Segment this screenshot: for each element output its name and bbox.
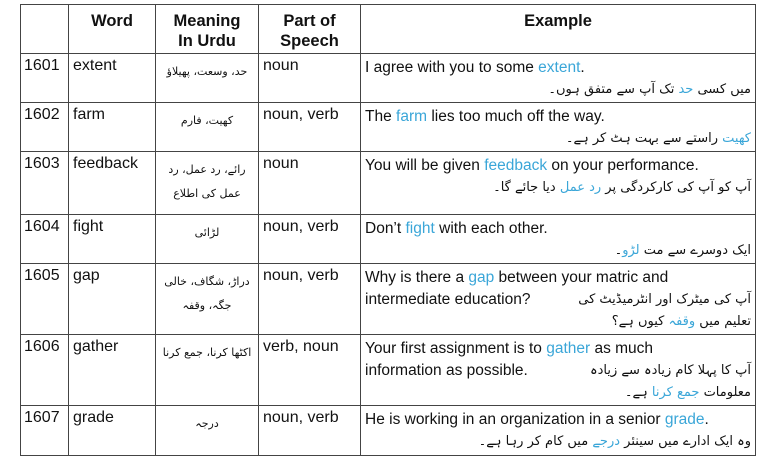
example-line — [365, 430, 751, 452]
text-segment: as much — [590, 339, 654, 357]
highlighted-word: وقفہ — [668, 313, 696, 329]
word: fight — [69, 215, 156, 264]
example-line — [365, 176, 751, 198]
part-of-speech: noun, verb — [259, 264, 361, 335]
text-segment: ہے۔ — [624, 384, 652, 400]
table-row — [21, 406, 756, 456]
vocabulary-table — [20, 4, 756, 456]
highlighted-word: grade — [664, 410, 705, 428]
english-text — [365, 156, 699, 175]
example-line — [365, 337, 751, 359]
urdu-text — [493, 178, 751, 197]
urdu-meaning: دراڑ، شگاف، خالی جگہ، وقفہ — [156, 264, 259, 335]
urdu-text — [566, 129, 751, 148]
part-of-speech: noun, verb — [259, 103, 361, 152]
word: gap — [69, 264, 156, 335]
text-segment: آپ کا پہلا کام زیادہ سے زیادہ — [589, 362, 751, 378]
part-of-speech: noun — [259, 54, 361, 103]
highlighted-word: gather — [546, 339, 591, 357]
example-line — [365, 310, 751, 332]
highlighted-word: رد عمل — [559, 179, 602, 195]
part-of-speech: verb, noun — [259, 335, 361, 406]
english-text — [365, 219, 548, 238]
urdu-text — [612, 312, 751, 331]
highlighted-word: درجے — [592, 433, 621, 449]
entry-number: 1601 — [21, 54, 69, 103]
text-segment: intermediate education? — [365, 290, 531, 308]
example-line — [365, 359, 751, 381]
header-row — [21, 5, 756, 54]
example-line — [365, 105, 751, 127]
text-segment: on your performance. — [547, 156, 699, 174]
example — [361, 406, 756, 456]
example — [361, 152, 756, 215]
example-line — [365, 381, 751, 403]
text-segment: . — [704, 410, 709, 428]
english-text — [365, 268, 668, 287]
table-row — [21, 264, 756, 335]
english-text — [365, 410, 709, 429]
table-row — [21, 335, 756, 406]
text-segment: Don’t — [365, 219, 406, 237]
highlighted-word: fight — [405, 219, 435, 237]
highlighted-word: farm — [396, 107, 428, 125]
word: gather — [69, 335, 156, 406]
text-segment: Why is there a — [365, 268, 469, 286]
english-text — [365, 361, 528, 380]
header-meaning-label: Meaning In Urdu — [173, 12, 241, 50]
word: farm — [69, 103, 156, 152]
example-line — [365, 288, 751, 310]
urdu-text — [590, 361, 751, 380]
table-row — [21, 54, 756, 103]
english-text — [365, 290, 530, 309]
text-segment: آپ کو آپ کی کارکردگی پر — [601, 179, 751, 195]
highlighted-word: جمع کرنا — [651, 384, 700, 400]
text-segment: The — [365, 107, 397, 125]
example — [361, 264, 756, 335]
urdu-text — [578, 290, 751, 309]
english-text — [365, 107, 605, 126]
entry-number: 1606 — [21, 335, 69, 406]
example-line — [365, 217, 751, 239]
entry-number: 1605 — [21, 264, 69, 335]
example — [361, 335, 756, 406]
urdu-text — [625, 383, 751, 402]
header-number — [21, 5, 69, 54]
highlighted-word: کھیت — [722, 130, 751, 146]
urdu-meaning: کھیت، فارم — [156, 103, 259, 152]
table-row — [21, 215, 756, 264]
example-line — [365, 408, 751, 430]
example — [361, 215, 756, 264]
part-of-speech: noun, verb — [259, 406, 361, 456]
text-segment: information as possible. — [365, 361, 528, 379]
urdu-text — [548, 80, 751, 99]
text-segment: وہ ایک ادارے میں سینئر — [620, 433, 751, 449]
example-line — [365, 154, 751, 176]
urdu-text — [615, 241, 751, 260]
urdu-meaning: درجہ — [156, 406, 259, 456]
text-segment: تک آپ سے متفق ہوں۔ — [548, 81, 679, 97]
text-segment: راستے سے بہت ہٹ کر ہے۔ — [565, 130, 723, 146]
text-segment: I agree with you to some — [365, 58, 539, 76]
text-segment: کیوں ہے؟ — [611, 313, 669, 329]
entry-number: 1602 — [21, 103, 69, 152]
text-segment: میں کام کر رہا ہے۔ — [478, 433, 593, 449]
part-of-speech: noun, verb — [259, 215, 361, 264]
header-example: Example — [361, 5, 756, 54]
header-word: Word — [69, 5, 156, 54]
entry-number: 1604 — [21, 215, 69, 264]
text-segment: تعلیم میں — [695, 313, 751, 329]
example-line — [365, 239, 751, 261]
text-segment: Your first assignment is to — [365, 339, 547, 357]
text-segment: میں کسی — [693, 81, 751, 97]
entry-number: 1603 — [21, 152, 69, 215]
example-line — [365, 127, 751, 149]
text-segment: دیا جائے گا۔ — [493, 179, 560, 195]
text-segment: He is working in an organization in a senior — [365, 410, 665, 428]
header-part-of-speech — [259, 5, 361, 54]
urdu-text — [479, 432, 751, 451]
english-text — [365, 339, 653, 358]
header-meaning — [156, 5, 259, 54]
english-text — [365, 58, 585, 77]
text-segment: ایک دوسرے سے مت — [639, 242, 751, 258]
urdu-meaning: حد، وسعت، پھیلاؤ — [156, 54, 259, 103]
word: grade — [69, 406, 156, 456]
highlighted-word: gap — [468, 268, 495, 286]
urdu-meaning: لڑائی — [156, 215, 259, 264]
table-row — [21, 152, 756, 215]
part-of-speech: noun — [259, 152, 361, 215]
header-pos-label: Part of Speech — [280, 12, 339, 50]
text-segment: آپ کی میٹرک اور انٹرمیڈیٹ کی — [578, 291, 751, 307]
text-segment: You will be given — [365, 156, 485, 174]
urdu-meaning: اکٹھا کرنا، جمع کرنا — [156, 335, 259, 406]
highlighted-word: feedback — [484, 156, 548, 174]
text-segment: between your matric and — [494, 268, 669, 286]
table-row — [21, 103, 756, 152]
example — [361, 54, 756, 103]
example-line — [365, 266, 751, 288]
word: extent — [69, 54, 156, 103]
text-segment: lies too much off the way. — [427, 107, 605, 125]
text-segment: . — [580, 58, 585, 76]
example — [361, 103, 756, 152]
word: feedback — [69, 152, 156, 215]
urdu-meaning: رائے، رد عمل، رد عمل کی اطلاع — [156, 152, 259, 215]
example-line — [365, 56, 751, 78]
entry-number: 1607 — [21, 406, 69, 456]
text-segment: ۔ — [614, 242, 623, 258]
text-segment: معلومات — [699, 384, 751, 400]
example-line — [365, 78, 751, 100]
text-segment: with each other. — [434, 219, 548, 237]
highlighted-word: حد — [678, 81, 694, 97]
highlighted-word: extent — [538, 58, 581, 76]
highlighted-word: لڑو — [622, 242, 640, 258]
